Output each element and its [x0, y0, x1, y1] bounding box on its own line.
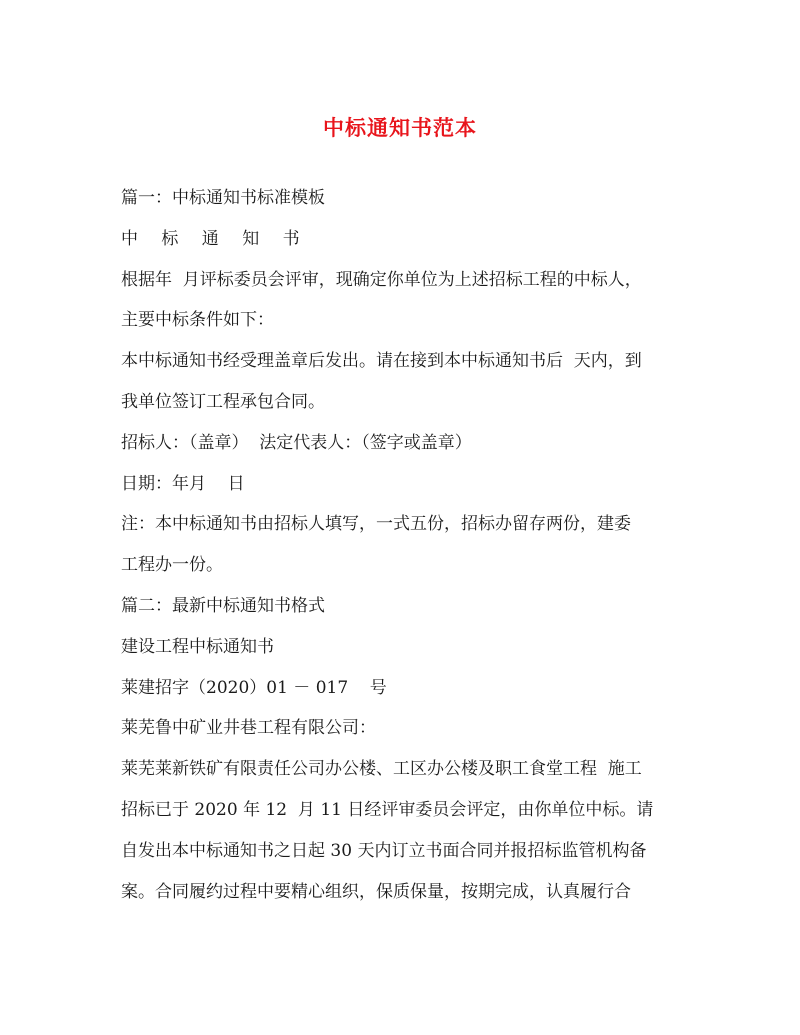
notice-heading: 中 标 通 知 书 [121, 228, 309, 249]
document-title: 中标通知书范本 [323, 115, 477, 140]
paragraph-line: 莱芜莱新铁矿有限责任公司办公楼、工区办公楼及职工食堂工程 施工 [121, 759, 642, 780]
paragraph-line: 案。合同履约过程中要精心组织，保质保量，按期完成，认真履行合 [121, 881, 631, 902]
paragraph-line: 自发出本中标通知书之日起 30 天内订立书面合同并报招标监管机构备 [121, 840, 647, 861]
note-line: 注：本中标通知书由招标人填写，一式五份，招标办留存两份，建委 [121, 514, 631, 535]
subheading: 建设工程中标通知书 [121, 636, 274, 657]
paragraph-line: 根据年 月评标委员会评审，现确定你单位为上述招标工程的中标人， [121, 269, 642, 290]
note-line: 工程办一份。 [121, 555, 223, 576]
paragraph-line: 招标已于 2020 年 12 月 11 日经评审委员会评定，由你单位中标。请 [121, 799, 654, 820]
date-line: 日期：年月 日 [121, 473, 245, 494]
section-heading-2: 篇二：最新中标通知书格式 [121, 595, 325, 616]
signature-line: 招标人：（盖章） 法定代表人：（签字或盖章） [121, 432, 472, 453]
paragraph-line: 我单位签订工程承包合同。 [121, 391, 325, 412]
paragraph-line: 本中标通知书经受理盖章后发出。请在接到本中标通知书后 天内，到 [121, 351, 642, 372]
addressee: 莱芜鲁中矿业井巷工程有限公司： [121, 718, 376, 739]
document-body [121, 178, 691, 912]
paragraph-line: 主要中标条件如下： [121, 310, 274, 331]
reference-number: 莱建招字（2020）01 － 017 号 [121, 677, 387, 698]
section-heading-1: 篇一：中标通知书标准模板 [121, 188, 325, 208]
